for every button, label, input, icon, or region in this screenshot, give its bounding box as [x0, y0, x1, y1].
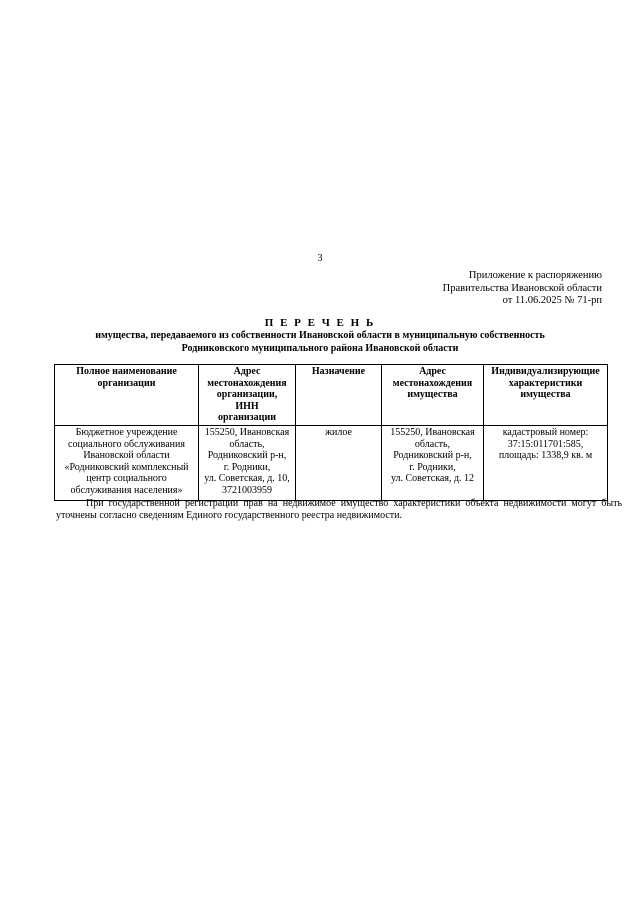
property-table — [54, 364, 608, 501]
title-main: П Е Р Е Ч Е Н Ь — [264, 317, 376, 329]
table-header — [55, 365, 608, 426]
footnote-paragraph: При государственной регистрации прав на недвижимое имущество характеристики объекта недвижимости могут быть уточнены согласно сведениям Единого государственного реестра недвижимости. — [56, 498, 622, 521]
table-row — [55, 426, 608, 501]
table-header-row — [55, 365, 608, 426]
header-org-address: Адрес местонахождения организации, ИНН организации — [199, 365, 296, 426]
cell-property-address: 155250, Ивановская область, Родниковский р-н, г. Родники, ул. Советская, д. 12 — [382, 426, 484, 501]
document-title — [0, 317, 640, 355]
appendix-header — [443, 270, 602, 308]
page-number: 3 — [317, 253, 323, 264]
appendix-line: Правительства Ивановской области — [442, 282, 602, 294]
header-org-name: Полное наименование организации — [55, 365, 199, 426]
title-subtitle-line: Родниковского муниципального района Ивановской области — [181, 342, 459, 354]
cell-org-name: Бюджетное учреждение социального обслуживания Ивановской области «Родниковский комплексный центр социального обслуживания населения» — [55, 426, 199, 501]
cell-org-address: 155250, Ивановская область, Родниковский р-н, г. Родники, ул. Советская, д. 10, 3721003959 — [199, 426, 296, 501]
header-property-address: Адрес местонахождения имущества — [382, 365, 484, 426]
header-purpose: Назначение — [296, 365, 382, 426]
header-characteristics: Индивидуализирующие характеристики имущества — [484, 365, 608, 426]
appendix-date-number: от 11.06.2025 № 71-рп — [502, 295, 602, 306]
cell-characteristics: кадастровый номер: 37:15:011701:585, площадь: 1338,9 кв. м — [484, 426, 608, 501]
cell-purpose: жилое — [296, 426, 382, 501]
title-subtitle-line: имущества, передаваемого из собственности Ивановской области в муниципальную собственность — [95, 330, 545, 341]
appendix-line: Приложение к распоряжению — [468, 270, 602, 281]
